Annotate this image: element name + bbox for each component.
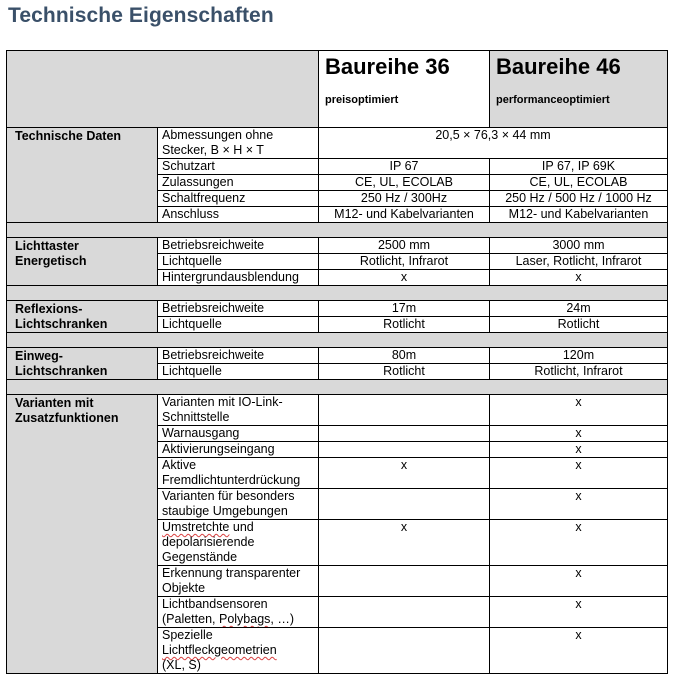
value-cell-36 (319, 426, 490, 442)
value-cell-46: M12- und Kabelvarianten (490, 207, 668, 223)
property-cell: Betriebsreichweite (158, 238, 319, 254)
section-label-lichttaster (7, 238, 158, 286)
value-cell-36: Rotlicht (319, 317, 490, 333)
value-cell-46: 3000 mm (490, 238, 668, 254)
table-row (7, 238, 668, 254)
spellcheck-word: Polybags (218, 612, 271, 626)
property-cell: Zulassungen (158, 175, 319, 191)
value-cell-46: Rotlicht (490, 317, 668, 333)
divider-cell (7, 223, 668, 238)
divider-cell (7, 286, 668, 301)
section-divider (7, 380, 668, 395)
property-cell: Abmessungen ohne Stecker, B × H × T (158, 128, 319, 159)
property-cell (158, 458, 319, 489)
value-cell-36 (319, 442, 490, 458)
value-cell-46: Laser, Rotlicht, Infrarot (490, 254, 668, 270)
value-cell-46: x (490, 597, 668, 628)
value-cell-36 (319, 597, 490, 628)
series-36-subtitle: preisoptimiert (325, 94, 399, 106)
series-36-header (319, 51, 490, 128)
header-empty-cell (7, 51, 319, 128)
section-label-technische-daten: Technische Daten (7, 128, 158, 223)
value-cell-46: x (490, 520, 668, 566)
property-cell (158, 489, 319, 520)
value-cell-36: 2500 mm (319, 238, 490, 254)
value-cell-36: IP 67 (319, 159, 490, 175)
value-cell-46: Rotlicht, Infrarot (490, 364, 668, 380)
property-cell: Lichtquelle (158, 254, 319, 270)
section-divider (7, 223, 668, 238)
value-cell-36: x (319, 520, 490, 566)
value-cell-46: x (490, 489, 668, 520)
table-row (7, 301, 668, 317)
value-cell-36: Rotlicht (319, 364, 490, 380)
section-label-line: Lichtschranken (15, 364, 108, 378)
table-row (7, 348, 668, 364)
value-cell-46: 250 Hz / 500 Hz / 1000 Hz (490, 191, 668, 207)
value-cell-36: x (319, 458, 490, 489)
property-line: Schnittstelle (162, 410, 230, 424)
value-cell-46: x (490, 395, 668, 426)
property-cell: Lichtquelle (158, 317, 319, 333)
value-cell-36: 80m (319, 348, 490, 364)
property-line: Objekte (162, 581, 206, 595)
value-cell-46: x (490, 270, 668, 286)
property-cell: Anschluss (158, 207, 319, 223)
spellcheck-word: Umstretchte (162, 520, 230, 534)
value-cell-36 (319, 566, 490, 597)
value-cell-36: Rotlicht, Infrarot (319, 254, 490, 270)
section-label-line: Reflexions- (15, 302, 83, 316)
property-cell: Betriebsreichweite (158, 301, 319, 317)
value-cell-36: 17m (319, 301, 490, 317)
value-cell-46: 120m (490, 348, 668, 364)
property-cell: Betriebsreichweite (158, 348, 319, 364)
value-cell-46: CE, UL, ECOLAB (490, 175, 668, 191)
value-cell-46: x (490, 566, 668, 597)
value-cell-36 (319, 489, 490, 520)
property-line: Varianten für besonders (162, 489, 295, 503)
page-title: Technische Eigenschaften (8, 4, 274, 27)
divider-cell (7, 333, 668, 348)
divider-cell (7, 380, 668, 395)
property-line: Fremdlichtunterdrückung (162, 473, 301, 487)
property-cell (158, 566, 319, 597)
property-line: (XL, S) (162, 658, 201, 672)
section-label-varianten (7, 395, 158, 674)
section-divider (7, 333, 668, 348)
section-label-reflexions (7, 301, 158, 333)
section-label-line: Lichttaster (15, 239, 79, 253)
section-label-line: Energetisch (15, 254, 87, 268)
property-cell (158, 520, 319, 566)
value-cell-46: 24m (490, 301, 668, 317)
value-cell-46: IP 67, IP 69K (490, 159, 668, 175)
value-cell-36: 250 Hz / 300Hz (319, 191, 490, 207)
value-cell-36 (319, 395, 490, 426)
property-cell: Lichtquelle (158, 364, 319, 380)
property-cell (158, 597, 319, 628)
section-divider (7, 286, 668, 301)
section-label-line: Lichtschranken (15, 317, 108, 331)
spec-table (6, 50, 668, 674)
value-cell-46: x (490, 458, 668, 489)
value-cell-36: M12- und Kabelvarianten (319, 207, 490, 223)
value-cell-36 (319, 628, 490, 674)
property-cell: Schaltfrequenz (158, 191, 319, 207)
property-cell: Hintergrundausblendung (158, 270, 319, 286)
section-label-line: Einweg- (15, 349, 63, 363)
section-label-einweg (7, 348, 158, 380)
section-label-line: Varianten mit (15, 396, 94, 410)
property-line: Gegenstände (162, 550, 238, 564)
property-cell (158, 395, 319, 426)
value-cell-36: x (319, 270, 490, 286)
property-text: , …) (270, 612, 295, 626)
series-46-name: Baureihe 46 (496, 54, 621, 79)
property-line: Lichtbandsensoren (162, 597, 268, 611)
property-line: staubige Umgebungen (162, 504, 288, 518)
value-cell-36: CE, UL, ECOLAB (319, 175, 490, 191)
property-cell: Schutzart (158, 159, 319, 175)
property-line: Spezielle (162, 628, 213, 642)
property-text: (Paletten, (162, 612, 219, 626)
property-cell: Warnausgang (158, 426, 319, 442)
series-36-name: Baureihe 36 (325, 54, 450, 79)
property-text: und (229, 520, 254, 534)
property-line: Aktive (162, 458, 197, 472)
property-cell (158, 628, 319, 674)
property-line: Erkennung transparenter (162, 566, 301, 580)
table-row (7, 128, 668, 159)
series-46-subtitle: performanceoptimiert (496, 94, 610, 106)
property-line: depolarisierende (162, 535, 255, 549)
series-46-header (490, 51, 668, 128)
header-row (7, 51, 668, 128)
value-cell-46: x (490, 442, 668, 458)
spellcheck-word: Lichtfleckgeometrien (162, 643, 277, 657)
value-cell-46: x (490, 426, 668, 442)
property-line: Varianten mit IO-Link- (162, 395, 283, 409)
value-cell-46: x (490, 628, 668, 674)
table-row (7, 395, 668, 426)
value-cell-shared: 20,5 × 76,3 × 44 mm (319, 128, 668, 159)
section-label-line: Zusatzfunktionen (15, 411, 119, 425)
property-cell: Aktivierungseingang (158, 442, 319, 458)
